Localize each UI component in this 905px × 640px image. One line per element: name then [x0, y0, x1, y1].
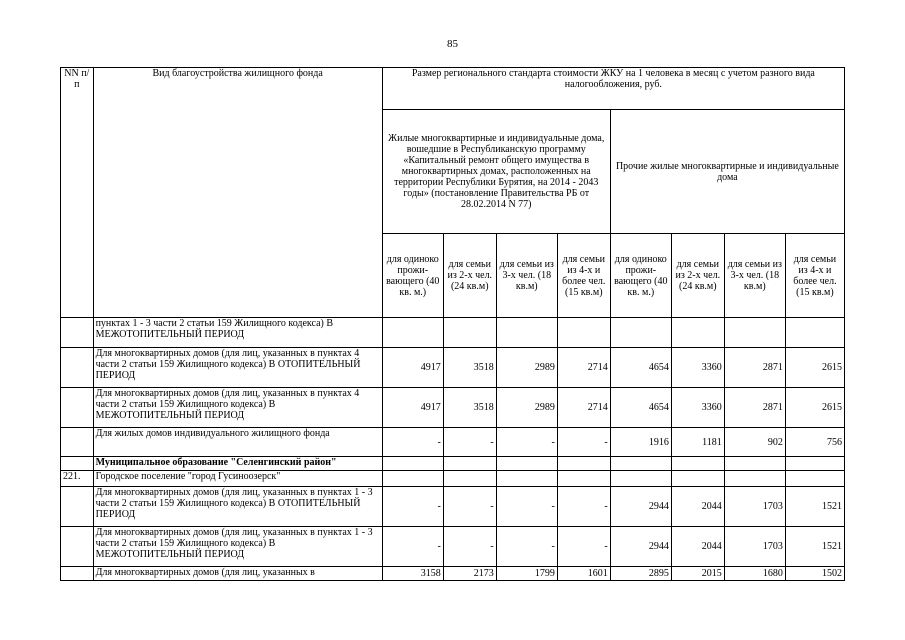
row-value: 2044 — [671, 487, 724, 527]
row-value — [785, 457, 844, 471]
table-row — [61, 348, 845, 388]
row-value: 2015 — [671, 567, 724, 581]
row-value: - — [382, 428, 443, 457]
row-value: 1680 — [724, 567, 785, 581]
row-value: 2871 — [724, 388, 785, 428]
housing-cost-table — [60, 67, 845, 581]
header-row-1 — [61, 68, 845, 110]
row-value — [443, 471, 496, 487]
row-value: 1799 — [496, 567, 557, 581]
row-number — [61, 567, 94, 581]
row-value — [610, 471, 671, 487]
row-value: - — [496, 428, 557, 457]
table-row — [61, 567, 845, 581]
row-value — [671, 471, 724, 487]
row-value — [610, 318, 671, 348]
row-value: - — [443, 428, 496, 457]
table-row — [61, 471, 845, 487]
subheader-cell: для семьи из 2-х чел. (24 кв.м) — [443, 234, 496, 318]
row-value: 1703 — [724, 487, 785, 527]
row-label: Для многоквартирных домов (для лиц, указанных в пунктах 4 части 2 статьи 159 Жилищного кодекса) В МЕЖОТОПИТЕЛЬНЫЙ ПЕРИОД — [93, 388, 382, 428]
row-value: 1181 — [671, 428, 724, 457]
row-value: 2044 — [671, 527, 724, 567]
row-value: 3518 — [443, 388, 496, 428]
row-number — [61, 348, 94, 388]
row-label: Городское поселение "город Гусиноозерск" — [93, 471, 382, 487]
table-row — [61, 457, 845, 471]
row-label: Для многоквартирных домов (для лиц, указанных в пунктах 4 части 2 статьи 159 Жилищного кодекса) В ОТОПИТЕЛЬНЫЙ ПЕРИОД — [93, 348, 382, 388]
row-value — [557, 457, 610, 471]
row-value: 2944 — [610, 527, 671, 567]
row-value: - — [557, 527, 610, 567]
row-value — [557, 318, 610, 348]
row-value: 2615 — [785, 388, 844, 428]
header-standard: Размер регионального стандарта стоимости ЖКУ на 1 человека в месяц с учетом разного вида налогообложения, руб. — [382, 68, 844, 110]
header-group-program: Жилые многоквартирные и индивидуальные дома, вошедшие в Республиканскую программу «Капитальный ремонт общего имущества в многоквартирных домах, расположенных на территории Республики Бурятия, на 2014 - 2043 годы» (постановление Правительства РБ от 28.02.2014 N 77) — [382, 110, 610, 234]
row-value: 1521 — [785, 487, 844, 527]
row-value: 4654 — [610, 388, 671, 428]
row-value — [671, 457, 724, 471]
row-value: - — [557, 428, 610, 457]
row-value — [496, 318, 557, 348]
row-label: Для многоквартирных домов (для лиц, указанных в пунктах 1 - 3 части 2 статьи 159 Жилищного кодекса) В МЕЖОТОПИТЕЛЬНЫЙ ПЕРИОД — [93, 527, 382, 567]
subheader-cell: для семьи из 2-х чел. (24 кв.м) — [671, 234, 724, 318]
row-number — [61, 527, 94, 567]
row-value: - — [382, 487, 443, 527]
row-value — [785, 471, 844, 487]
row-value: 1601 — [557, 567, 610, 581]
subheader-cell: для семьи из 3-х чел. (18 кв.м) — [724, 234, 785, 318]
row-number — [61, 487, 94, 527]
row-label: Муниципальное образование "Селенгинский район" — [93, 457, 382, 471]
row-value: 2989 — [496, 388, 557, 428]
row-value — [557, 471, 610, 487]
row-value: 902 — [724, 428, 785, 457]
row-value — [496, 471, 557, 487]
row-value: 1502 — [785, 567, 844, 581]
row-number: 221. — [61, 471, 94, 487]
row-value: 1916 — [610, 428, 671, 457]
table-row — [61, 487, 845, 527]
table-row — [61, 428, 845, 457]
header-type: Вид благоустройства жилищного фонда — [93, 68, 382, 318]
table-row — [61, 388, 845, 428]
row-value: 2615 — [785, 348, 844, 388]
table-row — [61, 318, 845, 348]
row-value: 2173 — [443, 567, 496, 581]
subheader-cell: для одиноко прожи-вающего (40 кв. м.) — [382, 234, 443, 318]
row-value: 2895 — [610, 567, 671, 581]
row-value — [382, 318, 443, 348]
table-row — [61, 527, 845, 567]
row-label: пунктах 1 - 3 части 2 статьи 159 Жилищного кодекса) В МЕЖОТОПИТЕЛЬНЫЙ ПЕРИОД — [93, 318, 382, 348]
row-value: - — [557, 487, 610, 527]
row-value — [443, 457, 496, 471]
row-number — [61, 318, 94, 348]
row-value: - — [382, 527, 443, 567]
row-value: 4654 — [610, 348, 671, 388]
row-value — [724, 457, 785, 471]
row-label: Для многоквартирных домов (для лиц, указанных в пунктах 1 - 3 части 2 статьи 159 Жилищного кодекса) В ОТОПИТЕЛЬНЫЙ ПЕРИОД — [93, 487, 382, 527]
row-value — [443, 318, 496, 348]
row-value: 3158 — [382, 567, 443, 581]
subheader-cell: для семьи из 3-х чел. (18 кв.м) — [496, 234, 557, 318]
row-value — [724, 471, 785, 487]
row-value — [610, 457, 671, 471]
row-value: 2989 — [496, 348, 557, 388]
row-value: - — [496, 487, 557, 527]
header-nn: NN п/п — [61, 68, 94, 318]
row-value — [671, 318, 724, 348]
row-value: 1521 — [785, 527, 844, 567]
subheader-cell: для семьи из 4-х и более чел. (15 кв.м) — [785, 234, 844, 318]
row-value: 3360 — [671, 388, 724, 428]
subheader-cell: для одиноко прожи-вающего (40 кв. м.) — [610, 234, 671, 318]
row-label: Для многоквартирных домов (для лиц, указанных в — [93, 567, 382, 581]
row-value: 4917 — [382, 348, 443, 388]
row-number — [61, 428, 94, 457]
row-value — [724, 318, 785, 348]
header-group-other: Прочие жилые многоквартирные и индивидуальные дома — [610, 110, 844, 234]
subheader-cell: для семьи из 4-х и более чел. (15 кв.м) — [557, 234, 610, 318]
row-value: - — [496, 527, 557, 567]
page-number: 85 — [447, 38, 458, 50]
row-value: - — [443, 527, 496, 567]
row-value: 756 — [785, 428, 844, 457]
row-number — [61, 457, 94, 471]
row-value — [496, 457, 557, 471]
row-value: 2714 — [557, 348, 610, 388]
row-value: 2871 — [724, 348, 785, 388]
row-value — [382, 471, 443, 487]
row-value: 1703 — [724, 527, 785, 567]
row-value: 3360 — [671, 348, 724, 388]
row-value: 2944 — [610, 487, 671, 527]
row-value: 4917 — [382, 388, 443, 428]
row-value — [785, 318, 844, 348]
row-value — [382, 457, 443, 471]
row-number — [61, 388, 94, 428]
row-value: 2714 — [557, 388, 610, 428]
row-value: 3518 — [443, 348, 496, 388]
row-label: Для жилых домов индивидуального жилищного фонда — [93, 428, 382, 457]
row-value: - — [443, 487, 496, 527]
